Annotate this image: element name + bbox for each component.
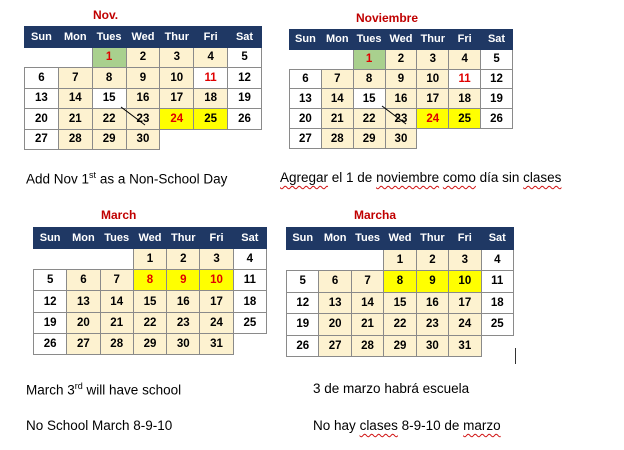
- day-cell-21: 21: [100, 312, 133, 333]
- day-cell-30: 30: [385, 129, 417, 149]
- day-cell-20: 20: [67, 312, 100, 333]
- caption-mar-es: 3 de marzo habrá escuela: [313, 381, 470, 396]
- empty-cell: [67, 249, 100, 270]
- weekday-thur: Thur: [416, 228, 448, 250]
- day-cell-9: 9: [416, 271, 448, 293]
- weekday-tues: Tues: [351, 228, 383, 250]
- day-cell-14: 14: [321, 89, 353, 109]
- calendar-marcha: [286, 227, 514, 357]
- day-cell-23: 23: [416, 314, 448, 336]
- day-cell-26: 26: [287, 335, 319, 357]
- day-cell-14: 14: [351, 292, 383, 314]
- day-cell-22: 22: [133, 312, 166, 333]
- day-cell-25: 25: [194, 109, 228, 130]
- day-cell-1: 1: [353, 49, 385, 69]
- day-cell-28: 28: [351, 335, 383, 357]
- day-cell-4: 4: [449, 49, 481, 69]
- strike-line: [380, 104, 408, 126]
- calendar-noviembre: [289, 29, 513, 149]
- weekday-header-row: [25, 27, 262, 48]
- day-cell-13: 13: [25, 88, 59, 109]
- day-cell-29: 29: [353, 129, 385, 149]
- weekday-sun: Sun: [25, 27, 59, 48]
- day-cell-24: 24: [417, 109, 449, 129]
- empty-cell: [194, 129, 228, 150]
- day-cell-4: 4: [233, 249, 266, 270]
- day-cell-18: 18: [194, 88, 228, 109]
- calendar-march: [33, 227, 267, 355]
- day-cell-28: 28: [58, 129, 92, 150]
- day-cell-31: 31: [200, 333, 233, 354]
- empty-cell: [34, 249, 67, 270]
- calendar-title-noviembre: Noviembre: [356, 11, 419, 25]
- day-cell-5: 5: [228, 47, 262, 68]
- empty-cell: [449, 129, 481, 149]
- week-row: [287, 314, 514, 336]
- caption-mar-en: March 3rd will have school: [26, 381, 182, 398]
- day-cell-2: 2: [385, 49, 417, 69]
- day-cell-15: 15: [92, 88, 126, 109]
- day-cell-6: 6: [25, 68, 59, 89]
- day-cell-20: 20: [319, 314, 351, 336]
- empty-cell: [417, 129, 449, 149]
- day-cell-3: 3: [160, 47, 194, 68]
- week-row: [34, 291, 267, 312]
- day-cell-19: 19: [287, 314, 319, 336]
- weekday-thur: Thur: [160, 27, 194, 48]
- week-row: [290, 49, 513, 69]
- empty-cell: [481, 335, 513, 357]
- day-cell-26: 26: [228, 109, 262, 130]
- day-cell-4: 4: [481, 249, 513, 271]
- day-cell-22: 22: [384, 314, 416, 336]
- day-cell-25: 25: [233, 312, 266, 333]
- day-cell-12: 12: [228, 68, 262, 89]
- day-cell-27: 27: [290, 129, 322, 149]
- calendar-nov: [24, 26, 262, 150]
- day-cell-7: 7: [58, 68, 92, 89]
- day-cell-14: 14: [58, 88, 92, 109]
- day-cell-3: 3: [200, 249, 233, 270]
- empty-cell: [25, 47, 59, 68]
- week-row: [34, 312, 267, 333]
- week-row: [287, 249, 514, 271]
- day-cell-26: 26: [34, 333, 67, 354]
- day-cell-31: 31: [449, 335, 481, 357]
- day-cell-16: 16: [167, 291, 200, 312]
- weekday-wed: Wed: [133, 228, 166, 249]
- weekday-sat: Sat: [228, 27, 262, 48]
- day-cell-15: 15: [353, 89, 385, 109]
- caption-nov-en: Add Nov 1st as a Non-School Day: [26, 170, 228, 187]
- weekday-sun: Sun: [290, 30, 322, 50]
- day-cell-15: 15: [384, 292, 416, 314]
- weekday-header-row: [34, 228, 267, 249]
- day-cell-28: 28: [100, 333, 133, 354]
- day-cell-25: 25: [449, 109, 481, 129]
- day-cell-9: 9: [167, 270, 200, 291]
- weekday-fri: Fri: [449, 30, 481, 50]
- empty-cell: [290, 49, 322, 69]
- day-cell-13: 13: [319, 292, 351, 314]
- day-cell-23: 23: [167, 312, 200, 333]
- day-cell-21: 21: [351, 314, 383, 336]
- day-cell-7: 7: [100, 270, 133, 291]
- day-cell-20: 20: [25, 109, 59, 130]
- day-cell-22: 22: [353, 109, 385, 129]
- empty-cell: [319, 249, 351, 271]
- day-cell-30: 30: [416, 335, 448, 357]
- day-cell-9: 9: [126, 68, 160, 89]
- day-cell-27: 27: [319, 335, 351, 357]
- day-cell-11: 11: [449, 69, 481, 89]
- day-cell-19: 19: [228, 88, 262, 109]
- day-cell-27: 27: [67, 333, 100, 354]
- day-cell-12: 12: [287, 292, 319, 314]
- day-cell-3: 3: [449, 249, 481, 271]
- day-cell-16: 16: [126, 88, 160, 109]
- day-cell-3: 3: [417, 49, 449, 69]
- caption-nov-es: Agregar el 1 de noviembre como día sin clases: [280, 170, 562, 185]
- week-row: [287, 292, 514, 314]
- day-cell-21: 21: [321, 109, 353, 129]
- day-cell-26: 26: [481, 109, 513, 129]
- day-cell-11: 11: [194, 68, 228, 89]
- day-cell-13: 13: [67, 291, 100, 312]
- day-cell-29: 29: [133, 333, 166, 354]
- day-cell-29: 29: [92, 129, 126, 150]
- calendar-title-march: March: [101, 208, 137, 222]
- day-cell-16: 16: [416, 292, 448, 314]
- empty-cell: [233, 333, 266, 354]
- day-cell-22: 22: [92, 109, 126, 130]
- day-cell-4: 4: [194, 47, 228, 68]
- day-cell-5: 5: [481, 49, 513, 69]
- weekday-fri: Fri: [449, 228, 481, 250]
- weekday-mon: Mon: [58, 27, 92, 48]
- day-cell-1: 1: [92, 47, 126, 68]
- day-cell-16: 16: [385, 89, 417, 109]
- weekday-sun: Sun: [287, 228, 319, 250]
- week-row: [287, 271, 514, 293]
- day-cell-9: 9: [385, 69, 417, 89]
- day-cell-2: 2: [126, 47, 160, 68]
- weekday-mon: Mon: [67, 228, 100, 249]
- day-cell-21: 21: [58, 109, 92, 130]
- day-cell-17: 17: [200, 291, 233, 312]
- day-cell-12: 12: [481, 69, 513, 89]
- weekday-thur: Thur: [167, 228, 200, 249]
- day-cell-10: 10: [160, 68, 194, 89]
- weekday-fri: Fri: [200, 228, 233, 249]
- day-cell-6: 6: [67, 270, 100, 291]
- day-cell-12: 12: [34, 291, 67, 312]
- weekday-sat: Sat: [481, 228, 513, 250]
- empty-cell: [58, 47, 92, 68]
- day-cell-24: 24: [200, 312, 233, 333]
- day-cell-30: 30: [167, 333, 200, 354]
- day-cell-15: 15: [133, 291, 166, 312]
- day-cell-23: 23: [126, 109, 160, 130]
- day-cell-5: 5: [287, 271, 319, 293]
- week-row: [287, 335, 514, 357]
- week-row: [25, 68, 262, 89]
- day-cell-17: 17: [449, 292, 481, 314]
- calendar-title-marcha: Marcha: [354, 208, 397, 222]
- day-cell-30: 30: [126, 129, 160, 150]
- day-cell-8: 8: [92, 68, 126, 89]
- day-cell-10: 10: [417, 69, 449, 89]
- weekday-header-row: [287, 228, 514, 250]
- day-cell-29: 29: [384, 335, 416, 357]
- day-cell-14: 14: [100, 291, 133, 312]
- weekday-sat: Sat: [233, 228, 266, 249]
- day-cell-11: 11: [233, 270, 266, 291]
- day-cell-20: 20: [290, 109, 322, 129]
- empty-cell: [351, 249, 383, 271]
- weekday-wed: Wed: [384, 228, 416, 250]
- day-cell-2: 2: [416, 249, 448, 271]
- day-cell-7: 7: [351, 271, 383, 293]
- day-cell-13: 13: [290, 89, 322, 109]
- day-cell-7: 7: [321, 69, 353, 89]
- empty-cell: [321, 49, 353, 69]
- weekday-mon: Mon: [321, 30, 353, 50]
- caption-mar2-es: No hay clases 8-9-10 de marzo: [313, 418, 501, 433]
- day-cell-1: 1: [133, 249, 166, 270]
- weekday-fri: Fri: [194, 27, 228, 48]
- day-cell-1: 1: [384, 249, 416, 271]
- day-cell-18: 18: [449, 89, 481, 109]
- weekday-mon: Mon: [319, 228, 351, 250]
- weekday-thur: Thur: [417, 30, 449, 50]
- weekday-header-row: [290, 30, 513, 50]
- weekday-wed: Wed: [385, 30, 417, 50]
- day-cell-27: 27: [25, 129, 59, 150]
- empty-cell: [287, 249, 319, 271]
- day-cell-17: 17: [417, 89, 449, 109]
- day-cell-8: 8: [384, 271, 416, 293]
- cursor-mark: [515, 348, 516, 364]
- weekday-sat: Sat: [481, 30, 513, 50]
- empty-cell: [228, 129, 262, 150]
- day-cell-6: 6: [319, 271, 351, 293]
- empty-cell: [481, 129, 513, 149]
- weekday-wed: Wed: [126, 27, 160, 48]
- day-cell-17: 17: [160, 88, 194, 109]
- day-cell-24: 24: [449, 314, 481, 336]
- day-cell-5: 5: [34, 270, 67, 291]
- day-cell-8: 8: [133, 270, 166, 291]
- week-row: [290, 129, 513, 149]
- day-cell-10: 10: [200, 270, 233, 291]
- day-cell-8: 8: [353, 69, 385, 89]
- weekday-tues: Tues: [92, 27, 126, 48]
- empty-cell: [100, 249, 133, 270]
- day-cell-19: 19: [34, 312, 67, 333]
- empty-cell: [160, 129, 194, 150]
- week-row: [34, 270, 267, 291]
- calendar-title-nov: Nov.: [93, 8, 119, 22]
- week-row: [34, 249, 267, 270]
- weekday-sun: Sun: [34, 228, 67, 249]
- caption-mar2-en: No School March 8-9-10: [26, 418, 173, 433]
- week-row: [290, 69, 513, 89]
- day-cell-18: 18: [233, 291, 266, 312]
- day-cell-11: 11: [481, 271, 513, 293]
- weekday-tues: Tues: [100, 228, 133, 249]
- day-cell-23: 23: [385, 109, 417, 129]
- day-cell-18: 18: [481, 292, 513, 314]
- day-cell-24: 24: [160, 109, 194, 130]
- day-cell-25: 25: [481, 314, 513, 336]
- day-cell-28: 28: [321, 129, 353, 149]
- day-cell-6: 6: [290, 69, 322, 89]
- strike-line: [119, 105, 147, 127]
- week-row: [25, 129, 262, 150]
- week-row: [25, 47, 262, 68]
- week-row: [34, 333, 267, 354]
- weekday-tues: Tues: [353, 30, 385, 50]
- day-cell-2: 2: [167, 249, 200, 270]
- day-cell-10: 10: [449, 271, 481, 293]
- day-cell-19: 19: [481, 89, 513, 109]
